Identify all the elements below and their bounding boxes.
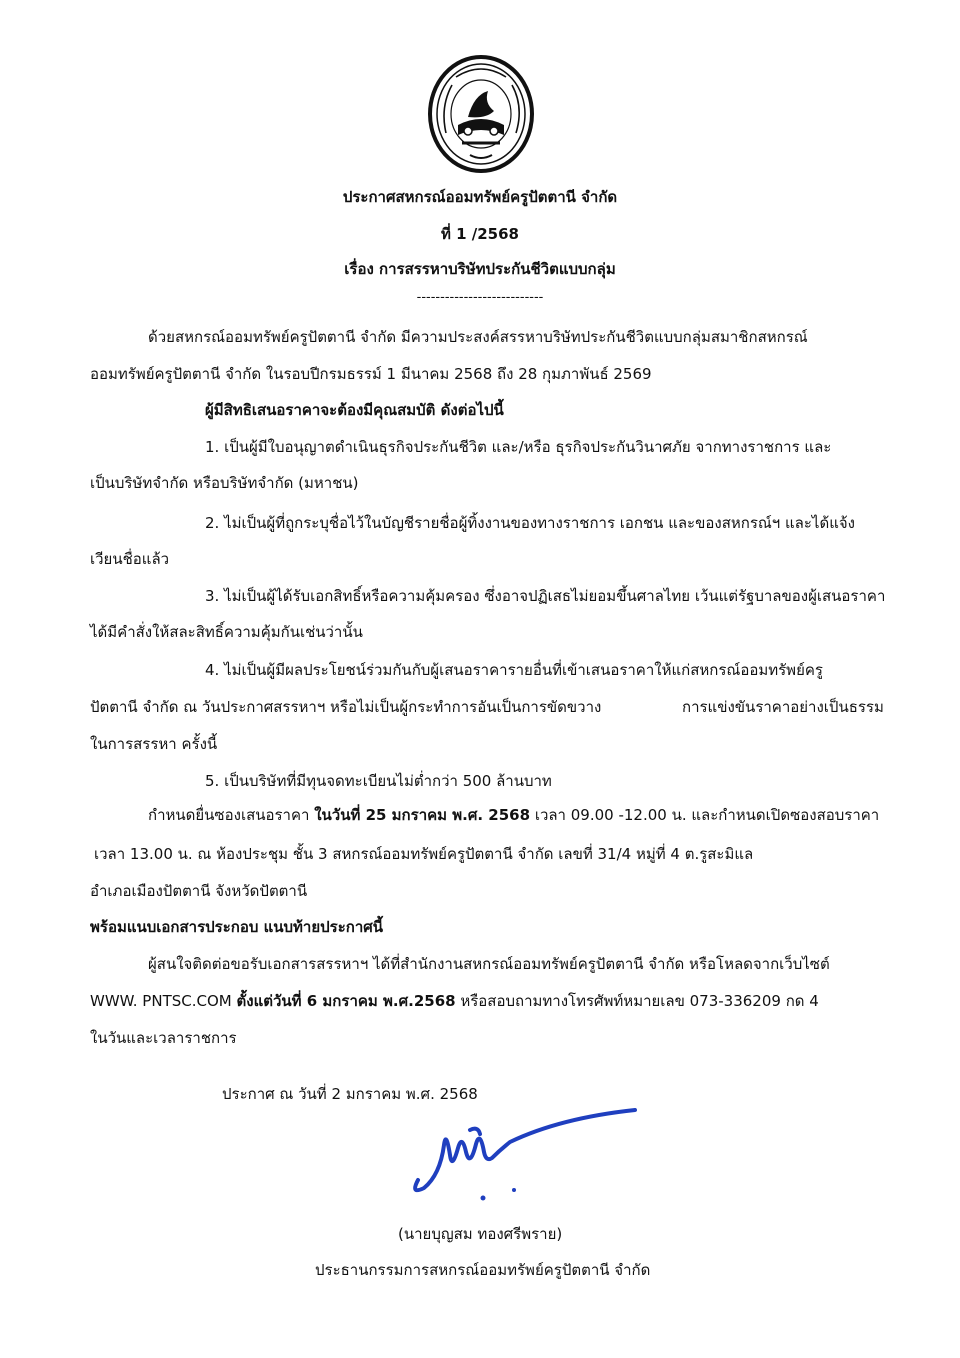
qualification-item-4-line-3: ในการสรรหา ครั้งนี้ [90,735,218,753]
signatory-position: ประธานกรรมการสหกรณ์ออมทรัพย์ครูปัตตานี จำกัด [315,1261,651,1279]
submission-date: ในวันที่ 25 มกราคม พ.ศ. 2568 [314,806,531,824]
cooperative-seal-logo [428,55,534,173]
contact-line-1: ผู้สนใจติดต่อขอรับเอกสารสรรหาฯ ได้ที่สำนักงานสหกรณ์ออมทรัพย์ครูปัตตานี จำกัด หรือโหลดจากเว็บไซต์ [148,955,830,973]
qualification-item-4-line-2a: ปัตตานี จำกัด ณ วันประกาศสรรหาฯ หรือไม่เป็นผู้กระทำการอันเป็นการขัดขวาง [90,698,602,716]
announcement-subject: เรื่อง การสรรหาบริษัทประกันชีวิตแบบกลุ่ม [344,260,616,278]
website-text: WWW. PNTSC.COM [90,992,237,1010]
qualification-item-3-line-1: 3. ไม่เป็นผู้ได้รับเอกสิทธิ์หรือความคุ้มครอง ซึ่งอาจปฏิเสธไม่ยอมขึ้นศาลไทย เว้นแต่รัฐบาลของผู้เสนอราคา [205,587,886,605]
schedule-line-1 [148,803,879,827]
qualification-item-2-line-2: เวียนชื่อแล้ว [90,550,170,568]
divider-line: --------------------------- [416,290,544,305]
announcement-date: ประกาศ ณ วันที่ 2 มกราคม พ.ศ. 2568 [222,1085,478,1103]
qualification-item-5: 5. เป็นบริษัทที่มีทุนจดทะเบียนไม่ต่ำกว่า 500 ล้านบาท [205,772,552,790]
qualifications-heading: ผู้มีสิทธิเสนอราคาจะต้องมีคุณสมบัติ ดังต่อไปนี้ [205,401,504,419]
schedule-line-1-suffix: เวลา 09.00 -12.00 น. และกำหนดเปิดซองสอบราคา [530,806,880,824]
qualification-item-2-line-1: 2. ไม่เป็นผู้ที่ถูกระบุชื่อไว้ในบัญชีรายชื่อผู้ทิ้งงานของทางราชการ เอกชน และของสหกรณ์ฯ และได้แจ้ง [205,514,855,532]
contact-phone-text: หรือสอบถามทางโทรศัพท์หมายเลข 073-336209 กด 4 [455,992,819,1010]
contact-line-3: ในวันและเวลาราชการ [90,1029,237,1047]
signatory-name: (นายบุญสม ทองศรีพราย) [398,1225,563,1243]
schedule-line-2: เวลา 13.00 น. ณ ห้องประชุม ชั้น 3 สหกรณ์ออมทรัพย์ครูปัตตานี จำกัด เลขที่ 31/4 หมู่ที่ 4 ต.รูสะมิแล [94,845,754,863]
announcement-number: ที่ 1 /2568 [441,225,519,243]
attachment-note: พร้อมแนบเอกสารประกอบ แนบท้ายประกาศนี้ [90,918,384,936]
schedule-line-1-prefix: กำหนดยื่นซองเสนอราคา [148,806,315,824]
intro-line-2: ออมทรัพย์ครูปัตตานี จำกัด ในรอบปีกรมธรรม์ 1 มีนาคม 2568 ถึง 28 กุมภาพันธ์ 2569 [90,365,652,383]
qualification-item-1-line-1: 1. เป็นผู้มีใบอนุญาตดำเนินธุรกิจประกันชีวิต และ/หรือ ธุรกิจประกันวินาศภัย จากทางราชการ และ [205,438,832,456]
handwritten-signature [400,1100,650,1210]
qualification-item-3-line-2: ได้มีคำสั่งให้สละสิทธิ์ความคุ้มกันเช่นว่านั้น [90,623,363,641]
document-availability-date: ตั้งแต่วันที่ 6 มกราคม พ.ศ.2568 [236,992,456,1010]
contact-line-2 [90,989,819,1013]
announcement-title: ประกาศสหกรณ์ออมทรัพย์ครูปัตตานี จำกัด [342,188,618,206]
qualification-item-1-line-2: เป็นบริษัทจำกัด หรือบริษัทจำกัด (มหาชน) [90,474,359,492]
qualification-item-4-line-2b: การแข่งขันราคาอย่างเป็นธรรม [682,698,884,716]
schedule-line-3: อำเภอเมืองปัตตานี จังหวัดปัตตานี [90,882,308,900]
qualification-item-4-line-1: 4. ไม่เป็นผู้มีผลประโยชน์ร่วมกันกับผู้เสนอราคารายอื่นที่เข้าเสนอราคาให้แก่สหกรณ์ออมทรัพย์ครู [205,661,823,679]
intro-line-1: ด้วยสหกรณ์ออมทรัพย์ครูปัตตานี จำกัด มีความประสงค์สรรหาบริษัทประกันชีวิตแบบกลุ่มสมาชิกสหกรณ์ [148,328,808,346]
